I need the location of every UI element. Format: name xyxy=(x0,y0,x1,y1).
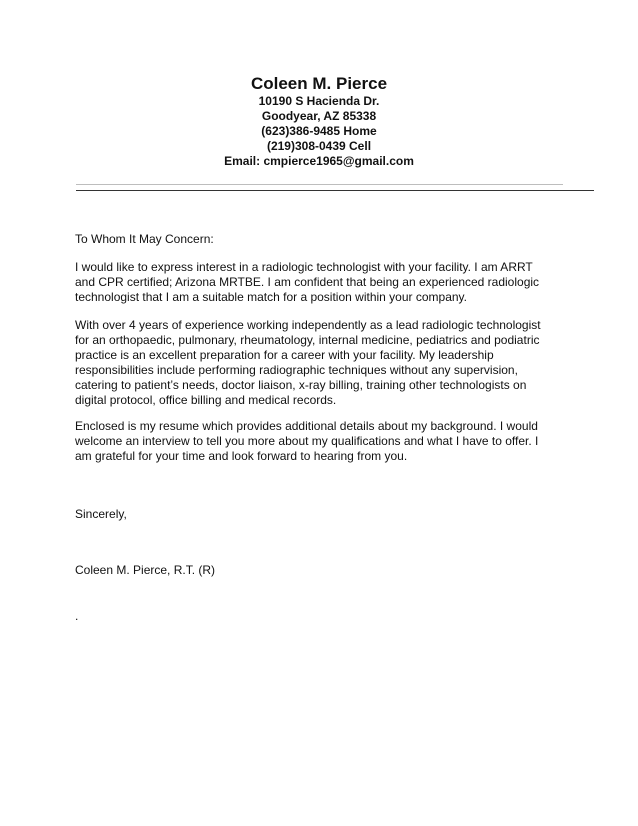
header-divider-dark xyxy=(76,190,594,191)
salutation: To Whom It May Concern: xyxy=(75,232,214,246)
trailing-mark: . xyxy=(75,609,79,623)
paragraph-intro: I would like to express interest in a radiologic technologist with your facility. I am ARRT and CPR certified; Arizona MRTBE. I am confident that being an experienced radiologic technologist that I am a suitable match for a position within your company. xyxy=(75,260,540,304)
sender-cell-phone: (219)308-0439 Cell xyxy=(266,139,372,153)
sender-address: 10190 S Hacienda Dr. xyxy=(258,94,380,108)
signature-line: Coleen M. Pierce, R.T. (R) xyxy=(75,563,216,577)
paragraph-closing-request: Enclosed is my resume which provides additional details about my background. I would welcome an interview to tell you more about my qualifications and what I have to offer. I am grateful for your time and look forward to hearing from you. xyxy=(75,419,539,463)
sender-home-phone: (623)386-9485 Home xyxy=(261,124,377,138)
sender-email: Email: cmpierce1965@gmail.com xyxy=(224,154,414,168)
sender-name: Coleen M. Pierce xyxy=(250,74,388,93)
letterhead xyxy=(0,74,638,169)
paragraph-experience: With over 4 years of experience working independently as a lead radiologic technologist for an orthopaedic, pulmonary, rheumatology, internal medicine, pediatrics and podiatric practice is an excellent preparation for a career with your facility. My leadership responsibilities include performing radiographic techniques without any supervision, catering to patient’s needs, doctor liaison, x-ray billing, training other technologists on digital protocol, office billing and medical records. xyxy=(75,318,541,407)
header-divider-light xyxy=(76,184,563,185)
sender-city: Goodyear, AZ 85338 xyxy=(261,109,377,123)
complimentary-close: Sincerely, xyxy=(75,507,127,521)
